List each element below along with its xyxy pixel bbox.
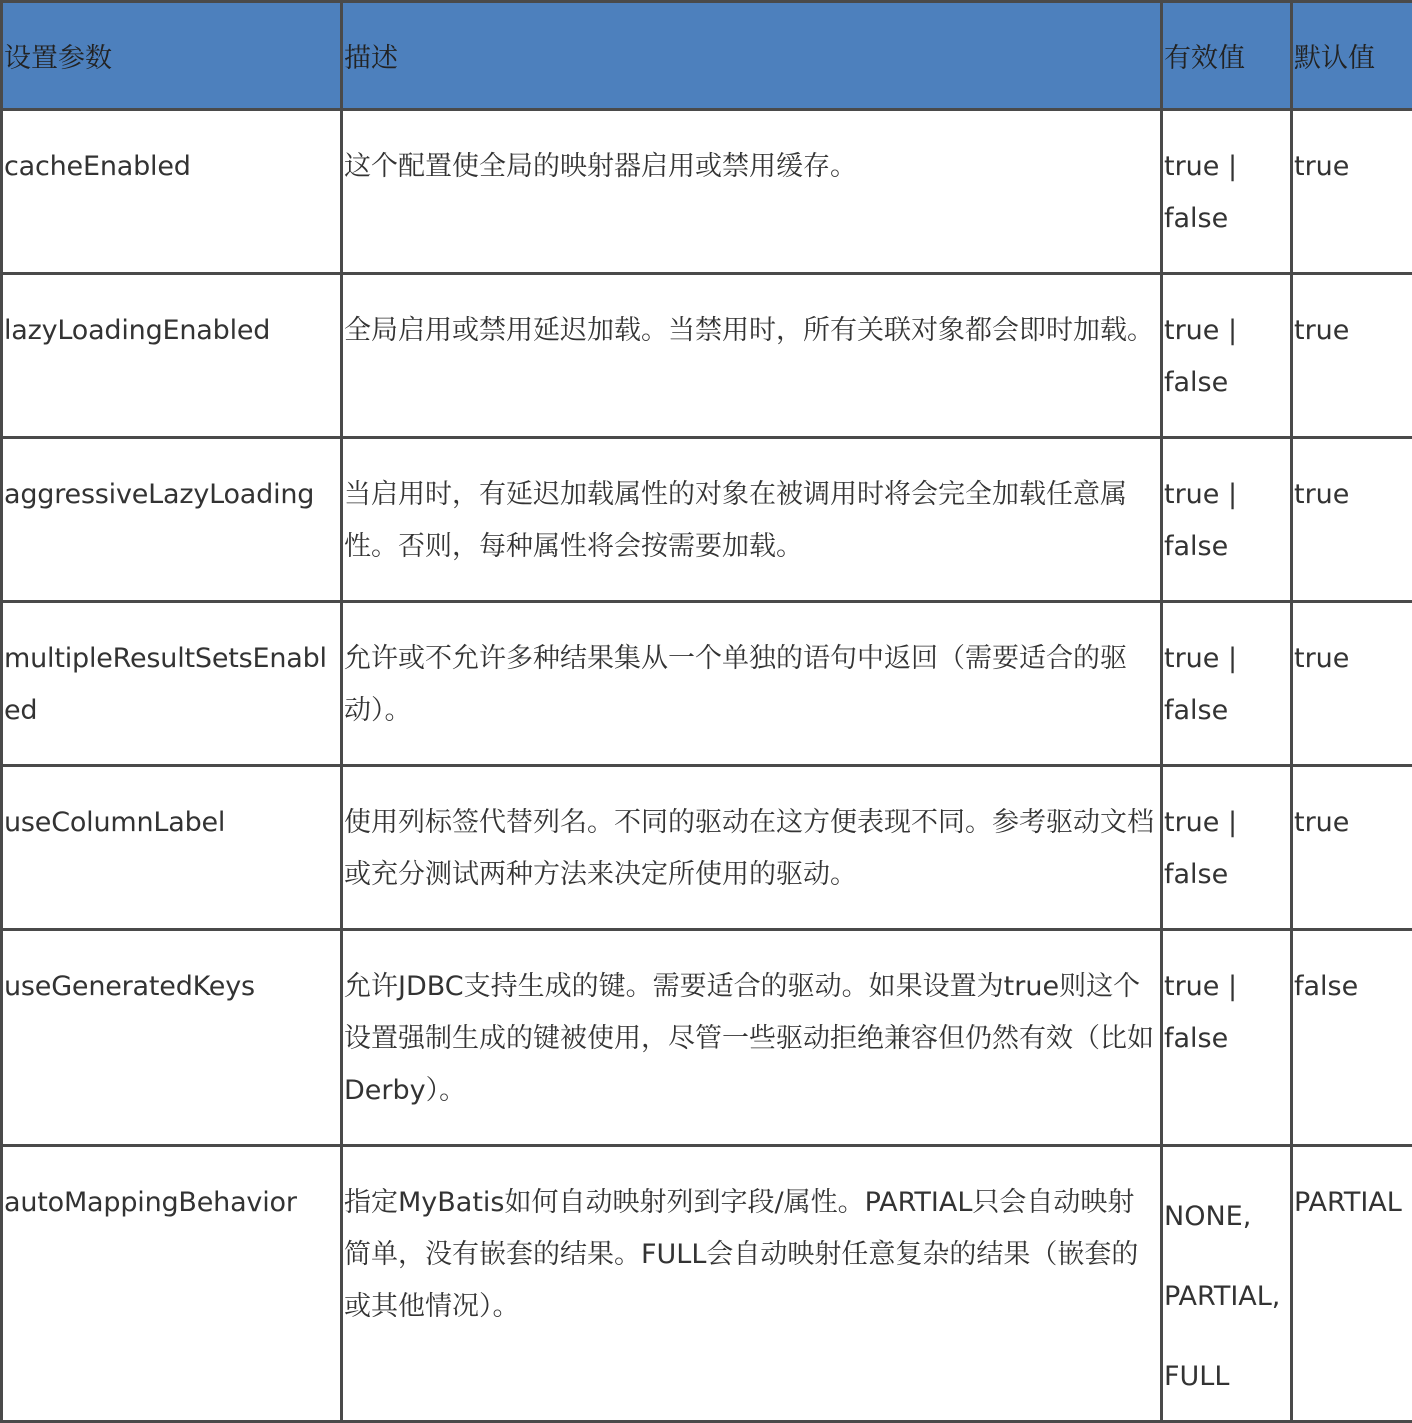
cell-valid <box>1162 274 1292 438</box>
cell-valid <box>1162 766 1292 930</box>
table-row <box>2 438 1412 602</box>
valid-line: true | <box>1164 151 1237 182</box>
cell-valid <box>1162 110 1292 274</box>
valid-line: NONE, <box>1164 1201 1251 1232</box>
table-row <box>2 930 1412 1146</box>
table-header <box>2 2 1412 110</box>
cell-valid <box>1162 602 1292 766</box>
cell-param: autoMappingBehavior <box>2 1146 342 1422</box>
cell-param: aggressiveLazyLoading <box>2 438 342 602</box>
table-row <box>2 1146 1412 1422</box>
header-row <box>2 2 1412 110</box>
cell-default: true <box>1292 766 1412 930</box>
valid-line: true | <box>1164 643 1237 674</box>
cell-valid <box>1162 1146 1292 1422</box>
valid-line: false <box>1164 695 1228 726</box>
cell-default: true <box>1292 274 1412 438</box>
cell-desc: 指定MyBatis如何自动映射列到字段/属性。PARTIAL只会自动映射简单，没有嵌套的结果。FULL会自动映射任意复杂的结果（嵌套的或其他情况）。 <box>342 1146 1162 1422</box>
table-body <box>2 110 1412 1422</box>
cell-default: true <box>1292 602 1412 766</box>
valid-line: false <box>1164 203 1228 234</box>
valid-line: PARTIAL, <box>1164 1281 1280 1312</box>
cell-desc: 允许或不允许多种结果集从一个单独的语句中返回（需要适合的驱动）。 <box>342 602 1162 766</box>
cell-default: true <box>1292 110 1412 274</box>
valid-line: true | <box>1164 315 1237 346</box>
cell-param: cacheEnabled <box>2 110 342 274</box>
valid-line: false <box>1164 531 1228 562</box>
cell-default: PARTIAL <box>1292 1146 1412 1422</box>
cell-desc: 这个配置使全局的映射器启用或禁用缓存。 <box>342 110 1162 274</box>
cell-desc: 当启用时，有延迟加载属性的对象在被调用时将会完全加载任意属性。否则，每种属性将会按需要加载。 <box>342 438 1162 602</box>
cell-default: true <box>1292 438 1412 602</box>
cell-default: false <box>1292 930 1412 1146</box>
header-param: 设置参数 <box>2 2 342 110</box>
valid-line: true | <box>1164 971 1237 1002</box>
valid-line: false <box>1164 1023 1228 1054</box>
cell-desc: 使用列标签代替列名。不同的驱动在这方便表现不同。参考驱动文档或充分测试两种方法来决定所使用的驱动。 <box>342 766 1162 930</box>
cell-param: useColumnLabel <box>2 766 342 930</box>
header-desc: 描述 <box>342 2 1162 110</box>
valid-line: false <box>1164 859 1228 890</box>
table-row <box>2 766 1412 930</box>
cell-param: multipleResultSetsEnabled <box>2 602 342 766</box>
cell-param: lazyLoadingEnabled <box>2 274 342 438</box>
valid-line: FULL <box>1164 1361 1229 1392</box>
table-row <box>2 602 1412 766</box>
valid-line: false <box>1164 367 1228 398</box>
header-valid: 有效值 <box>1162 2 1292 110</box>
cell-param: useGeneratedKeys <box>2 930 342 1146</box>
header-default: 默认值 <box>1292 2 1412 110</box>
valid-line: true | <box>1164 807 1237 838</box>
cell-desc: 全局启用或禁用延迟加载。当禁用时，所有关联对象都会即时加载。 <box>342 274 1162 438</box>
table-row <box>2 110 1412 274</box>
cell-desc: 允许JDBC支持生成的键。需要适合的驱动。如果设置为true则这个设置强制生成的键被使用，尽管一些驱动拒绝兼容但仍然有效（比如Derby）。 <box>342 930 1162 1146</box>
cell-valid <box>1162 930 1292 1146</box>
valid-line: true | <box>1164 479 1237 510</box>
cell-valid <box>1162 438 1292 602</box>
table-row <box>2 274 1412 438</box>
